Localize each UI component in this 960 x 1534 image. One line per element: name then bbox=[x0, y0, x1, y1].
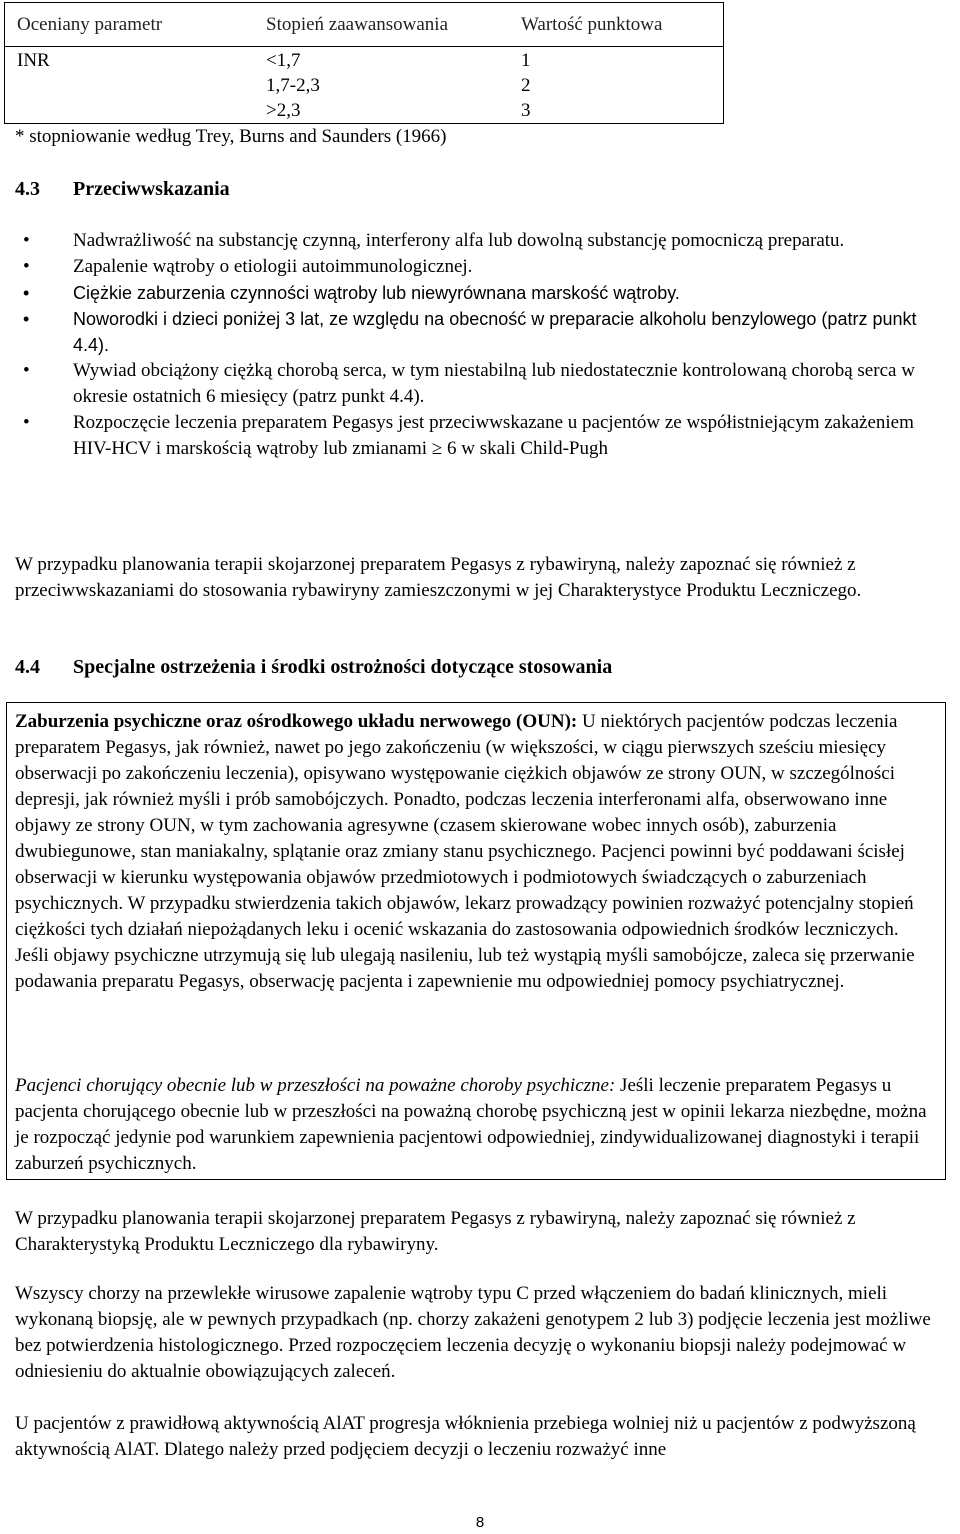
warning-lead: Zaburzenia psychiczne oraz ośrodkowego układu nerwowego (OUN): bbox=[15, 711, 578, 732]
list-item-text: Zapalenie wątroby o etiologii autoimmunologicznej. bbox=[73, 256, 473, 277]
bullet-icon: • bbox=[23, 412, 30, 433]
section-heading-4-3 bbox=[15, 176, 230, 202]
list-item bbox=[15, 254, 945, 280]
table-cell-param: INR bbox=[17, 50, 50, 71]
stage-value: >2,3 bbox=[266, 100, 301, 121]
section-4-3-paragraph: W przypadku planowania terapii skojarzonej preparatem Pegasys z rybawiryną, należy zapoznać się również z przeciwwskazaniami do stosowania rybawiryny zamieszczonymi w jej Charakterystyce Produktu Leczniczego. bbox=[15, 554, 862, 601]
section-title: Przeciwwskazania bbox=[73, 178, 230, 200]
section-title: Specjalne ostrzeżenia i środki ostrożności dotyczące stosowania bbox=[73, 656, 613, 678]
section-number: 4.3 bbox=[15, 178, 40, 200]
list-item-text: Nadwrażliwość na substancję czynną, interferony alfa lub dowolną substancję pomocniczą preparatu. bbox=[73, 230, 845, 251]
bullet-icon: • bbox=[23, 360, 30, 381]
list-item bbox=[15, 358, 945, 410]
section-number: 4.4 bbox=[15, 656, 40, 678]
table-cell-points bbox=[521, 48, 531, 123]
points-value: 2 bbox=[521, 75, 531, 96]
warning-box bbox=[6, 702, 946, 1180]
paragraph: W przypadku planowania terapii skojarzonej preparatem Pegasys z rybawiryną, należy zapoznać się również z Charakterystyką Produktu Leczniczego dla rybawiryny. bbox=[15, 1208, 856, 1255]
bullet-icon: • bbox=[23, 230, 30, 251]
table-header-stage: Stopień zaawansowania bbox=[266, 14, 449, 35]
list-item bbox=[15, 306, 945, 358]
list-item bbox=[15, 410, 945, 462]
stage-value: <1,7 bbox=[266, 50, 301, 71]
list-item-text: Rozpoczęcie leczenia preparatem Pegasys jest przeciwwskazane u pacjentów ze współistniejącym zakażeniem HIV-HCV i marskością wątroby lub zmianami ≥ 6 w skali Child-Pugh bbox=[73, 412, 914, 459]
page-number: 8 bbox=[475, 1514, 485, 1531]
points-value: 1 bbox=[521, 50, 531, 71]
list-item bbox=[15, 228, 945, 254]
list-item bbox=[15, 280, 945, 306]
warning-lead: Pacjenci chorujący obecnie lub w przeszłości na poważne choroby psychiczne: bbox=[15, 1075, 616, 1096]
grading-table bbox=[4, 2, 724, 124]
table-cell-stages bbox=[266, 48, 320, 123]
bullet-icon: • bbox=[23, 283, 30, 303]
bullet-icon: • bbox=[23, 256, 30, 277]
bullet-icon: • bbox=[23, 309, 30, 329]
stage-value: 1,7-2,3 bbox=[266, 75, 320, 96]
warning-paragraph-cns bbox=[15, 709, 935, 995]
warning-body: Jeśli leczenie preparatem Pegasys u pacjenta chorującego obecnie lub w przeszłości na poważną chorobę psychiczną jest w opinii lekarza niezbędne, można je rozpocząć jedynie pod warunkiem zapewnienia pacjentowi odpowiedniej, zindywidualizowanej diagnostyki i terapii zaburzeń psychicznych. bbox=[15, 1075, 927, 1174]
paragraph: U pacjentów z prawidłową aktywnością AlAT progresja włóknienia przebiega wolniej niż u pacjentów z podwyższoną aktywnością AlAT. Dlatego należy przed podjęciem decyzji o leczeniu rozważyć inne bbox=[15, 1413, 916, 1460]
warning-paragraph-psychiatric bbox=[15, 1073, 935, 1177]
list-item-text: Ciężkie zaburzenia czynności wątroby lub niewyrównana marskość wątroby. bbox=[73, 283, 680, 303]
list-item-text: Wywiad obciążony ciężką chorobą serca, w tym niestabilną lub niedostatecznie kontrolowaną chorobą serca w okresie ostatnich 6 miesięcy (patrz punkt 4.4). bbox=[73, 360, 915, 407]
table-footnote: * stopniowanie według Trey, Burns and Saunders (1966) bbox=[15, 126, 447, 147]
paragraph: Wszyscy chorzy na przewlekłe wirusowe zapalenie wątroby typu C przed włączeniem do badań klinicznych, mieli wykonaną biopsję, ale w pewnych przypadkach (np. chorzy zakażeni genotypem 2 lub 3) podjęcie leczenia jest możliwe bez potwierdzenia histologicznego. Przed rozpoczęciem leczenia decyzję o wykonaniu biopsji należy podejmować w odniesieniu do aktualnie obowiązujących zaleceń. bbox=[15, 1283, 931, 1382]
list-item-text: Noworodki i dzieci poniżej 3 lat, ze względu na obecność w preparacie alkoholu benzylowego (patrz punkt 4.4). bbox=[73, 309, 917, 355]
table-divider bbox=[5, 46, 723, 47]
table-header-parameter: Oceniany parametr bbox=[17, 14, 163, 35]
section-heading-4-4 bbox=[15, 654, 612, 680]
warning-body: U niektórych pacjentów podczas leczenia preparatem Pegasys, jak również, nawet po jego zakończeniu (w większości, w ciągu pierwszych sześciu miesięcy obserwacji po zakończeniu leczenia), opisywano występowanie ciężkich objawów ze strony OUN, w szczególności depresji, jak również myśli i prób samobójczych. Ponadto, podczas leczenia interferonami alfa, obserwowano inne objawy ze strony OUN, w tym zachowania agresywne (czasem skierowane wobec innych osób), zaburzenia dwubiegunowe, stan maniakalny, splątanie oraz zmiany stanu psychicznego. Pacjenci powinni być poddawani ścisłej obserwacji w kierunku występowania objawów przedmiotowych i podmiotowych świadczących o zaburzeniach psychicznych. W przypadku stwierdzenia takich objawów, lekarz prowadzący powinien rozważyć potencjalny stopień ciężkości tych działań niepożądanych leku i ocenić wskazania do zastosowania odpowiednich środków leczniczych. Jeśli objawy psychiczne utrzymują się lub ulegają nasileniu, lub też wystąpią myśli samobójcze, zaleca się przerwanie podawania preparatu Pegasys, obserwację pacjenta i zapewnienie mu odpowiedniej pomocy psychiatrycznej. bbox=[15, 711, 915, 992]
contraindications-list bbox=[15, 228, 945, 462]
points-value: 3 bbox=[521, 100, 531, 121]
table-header-points: Wartość punktowa bbox=[521, 14, 663, 35]
